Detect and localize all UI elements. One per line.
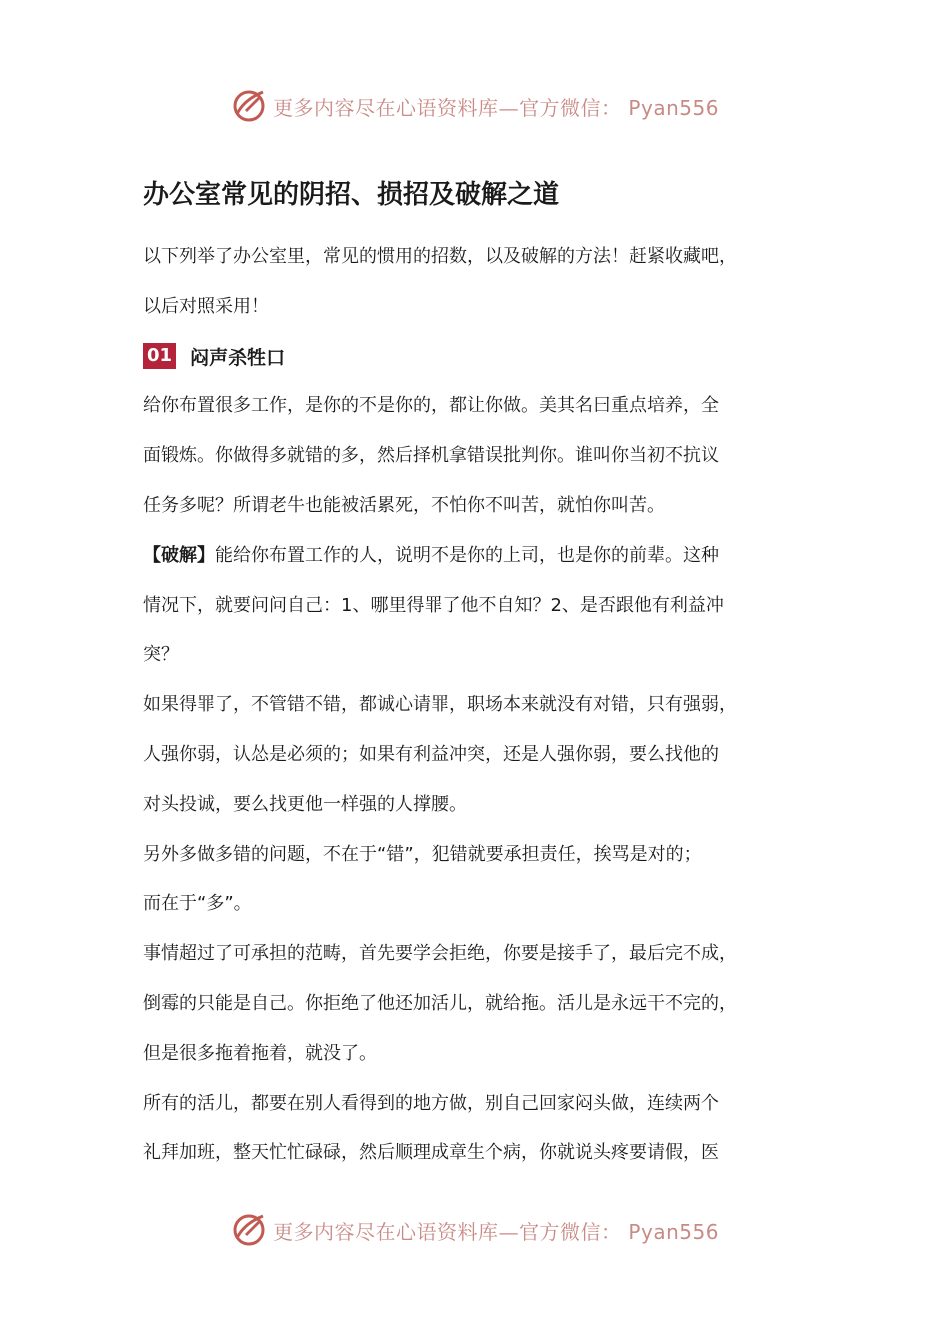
- pen-globe-logo-icon: [231, 1212, 267, 1248]
- footer-separator: —: [498, 1219, 520, 1244]
- crack-label: 【破解】: [143, 544, 215, 566]
- crack-line-2: 情况下，就要问问自己：1、哪里得罪了他不自知？2、是否跟他有利益冲: [143, 594, 724, 616]
- para1-line-1: 给你布置很多工作，是你的不是你的，都让你做。美其名曰重点培养，全: [143, 395, 719, 417]
- para3-line-2: 而在于“多”。: [143, 893, 252, 915]
- para4-line-3: 但是很多拖着拖着，就没了。: [143, 1042, 377, 1064]
- header-banner: [0, 86, 950, 126]
- section-heading: [143, 332, 808, 382]
- banner-text-cn: 更多内容尽在心语资料库: [273, 95, 499, 120]
- pen-globe-logo-icon: [231, 88, 267, 124]
- banner-wechat-id: Pyan556: [628, 95, 719, 120]
- footer-banner: [0, 1210, 950, 1250]
- para5-line-1: 所有的活儿，都要在别人看得到的地方做，别自己回家闷头做，连续两个: [143, 1092, 719, 1114]
- banner-separator: —: [498, 95, 520, 120]
- footer-text-cn: 更多内容尽在心语资料库: [273, 1219, 499, 1244]
- section-title: 闷声杀牲口: [190, 346, 286, 369]
- intro-line-1: 以下列举了办公室里，常见的惯用的招数，以及破解的方法！赶紧收藏吧，: [143, 246, 737, 267]
- para1-line-3: 任务多呢？所谓老牛也能被活累死，不怕你不叫苦，就怕你叫苦。: [143, 494, 665, 516]
- footer-wechat-id: Pyan556: [628, 1219, 719, 1244]
- para5-line-2: 礼拜加班，整天忙忙碌碌，然后顺理成章生个病，你就说头疼要请假，医: [143, 1142, 719, 1164]
- para2-line-3: 对头投诚，要么找更他一样强的人撑腰。: [143, 793, 467, 815]
- para4-line-2: 倒霉的只能是自己。你拒绝了他还加活儿，就给拖。活儿是永远干不完的，: [143, 992, 737, 1014]
- article-title: 办公室常见的阴招、损招及破解之道: [143, 180, 560, 210]
- crack-text: 能给你布置工作的人，说明不是你的上司，也是你的前辈。这种: [215, 544, 719, 566]
- para4-line-1: 事情超过了可承担的范畴，首先要学会拒绝，你要是接手了，最后完不成，: [143, 943, 737, 965]
- footer-text-wechat-label: 官方微信：: [519, 1219, 622, 1244]
- crack-line-1: [143, 531, 808, 581]
- banner-text-wechat-label: 官方微信：: [519, 95, 622, 120]
- para2-line-2: 人强你弱，认怂是必须的；如果有利益冲突，还是人强你弱，要么找他的: [143, 743, 719, 765]
- section-number-badge: 01: [143, 343, 176, 369]
- crack-line-3: 突？: [143, 644, 179, 666]
- intro-line-2: 以后对照采用！: [143, 295, 269, 317]
- para2-line-1: 如果得罪了，不管错不错，都诚心请罪，职场本来就没有对错，只有强弱，: [143, 694, 737, 716]
- article: [143, 172, 808, 1178]
- para1-line-2: 面锻炼。你做得多就错的多，然后择机拿错误批判你。谁叫你当初不抗议: [143, 445, 719, 467]
- para3-line-1: 另外多做多错的问题，不在于“错”，犯错就要承担责任，挨骂是对的；: [143, 843, 702, 865]
